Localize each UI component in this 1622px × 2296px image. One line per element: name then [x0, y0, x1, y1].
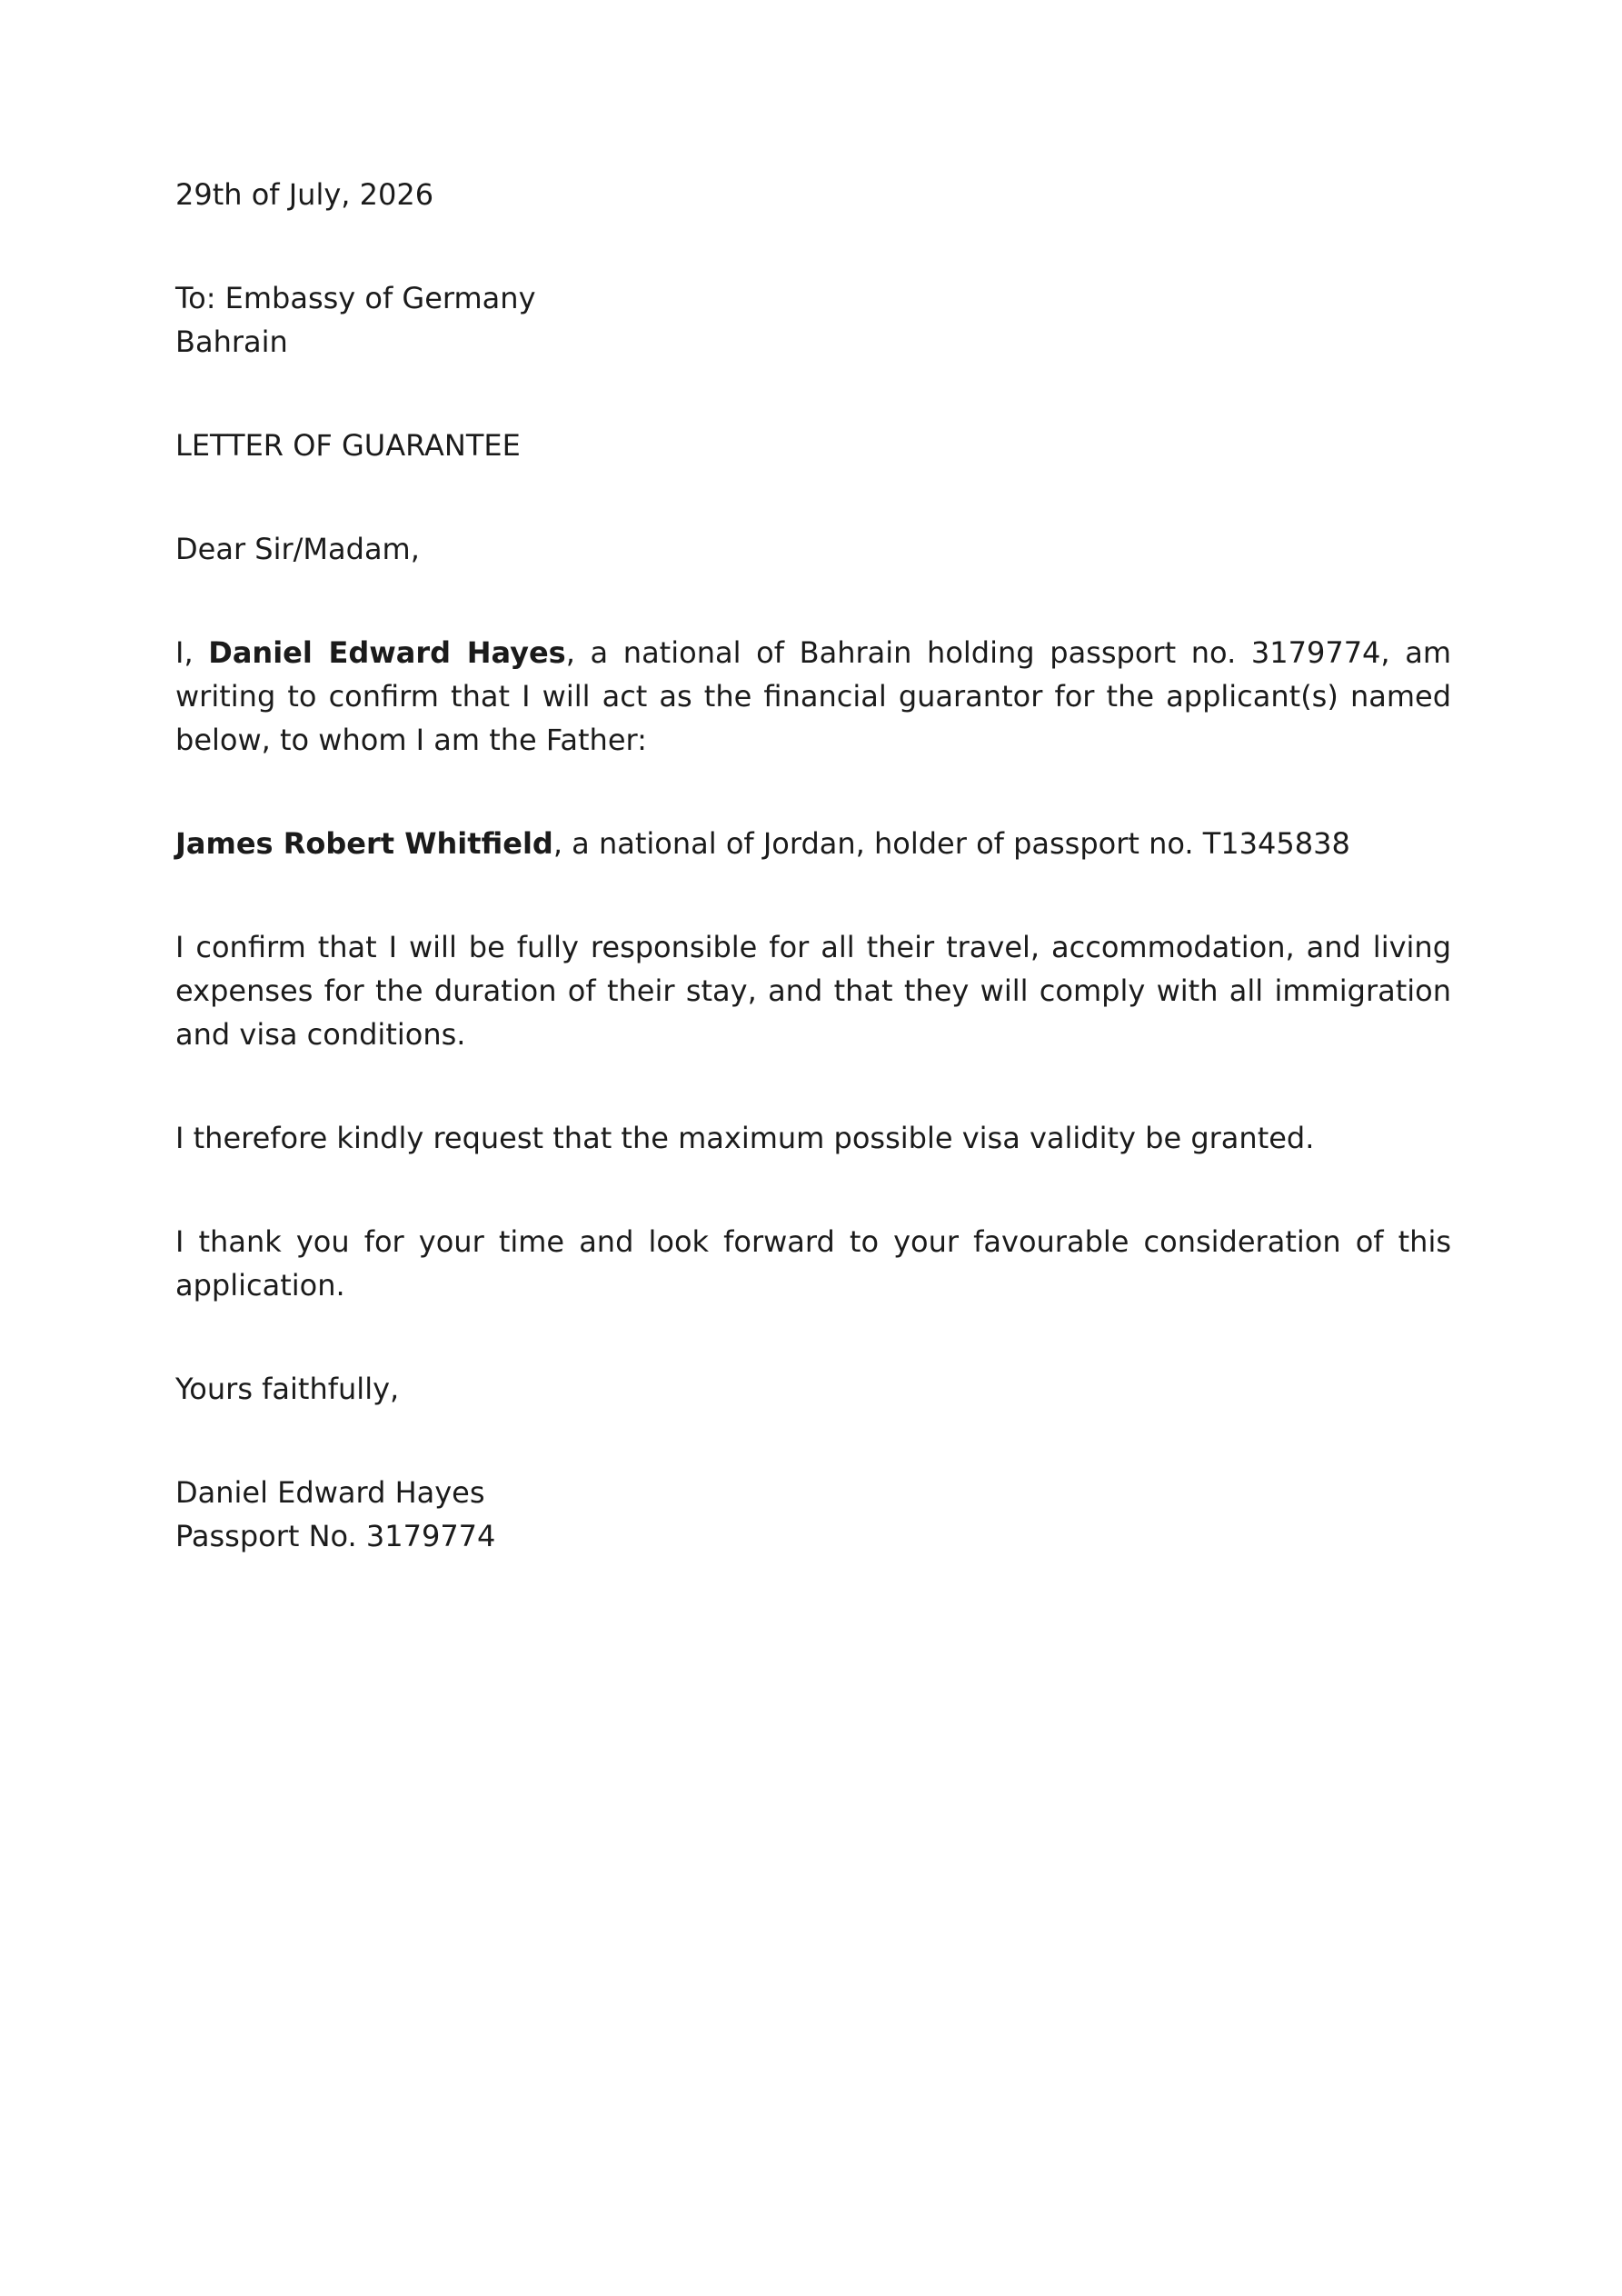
guarantor-name: Daniel Edward Hayes	[208, 635, 566, 670]
signature-name: Daniel Edward Hayes	[175, 1475, 485, 1510]
recipient-address	[175, 276, 1451, 364]
closing-text: Yours faithfully,	[175, 1372, 400, 1406]
letter-salutation	[175, 527, 1451, 571]
recipient-line-2: Bahrain	[175, 324, 288, 359]
request-paragraph: I therefore kindly request that the maximum possible visa validity be granted.	[175, 1121, 1315, 1155]
signature-block	[175, 1471, 1451, 1558]
applicant-paragraph	[175, 822, 1451, 865]
recipient-line-1: To: Embassy of Germany	[175, 281, 536, 315]
letter-subject	[175, 424, 1451, 467]
date-text: 29th of July, 2026	[175, 177, 434, 212]
applicant-details: , a national of Jordan, holder of passport no. T1345838	[552, 826, 1350, 861]
letter-date	[175, 173, 1451, 216]
signature-passport: Passport No. 3179774	[175, 1519, 496, 1553]
subject-text: LETTER OF GUARANTEE	[175, 428, 521, 463]
intro-prefix: I,	[175, 635, 209, 670]
salutation-text: Dear Sir/Madam,	[175, 532, 420, 566]
intro-suffix: , a national of Bahrain holding passport no. 3179774, am writing to confirm that I will act as the financial guarantor for the applicant(s) named below, to whom I am the Father:	[175, 635, 1452, 757]
thanks-paragraph: I thank you for your time and look forward to your favourable consideration of this application.	[175, 1224, 1451, 1303]
responsibility-paragraph: I confirm that I will be fully responsible for all their travel, accommodation, and living expenses for the duration of their stay, and that they will comply with all immigration and visa conditions.	[175, 930, 1451, 1052]
closing	[175, 1367, 1451, 1411]
intro-paragraph	[175, 631, 1451, 762]
applicant-name: James Robert Whitfield	[175, 826, 553, 861]
